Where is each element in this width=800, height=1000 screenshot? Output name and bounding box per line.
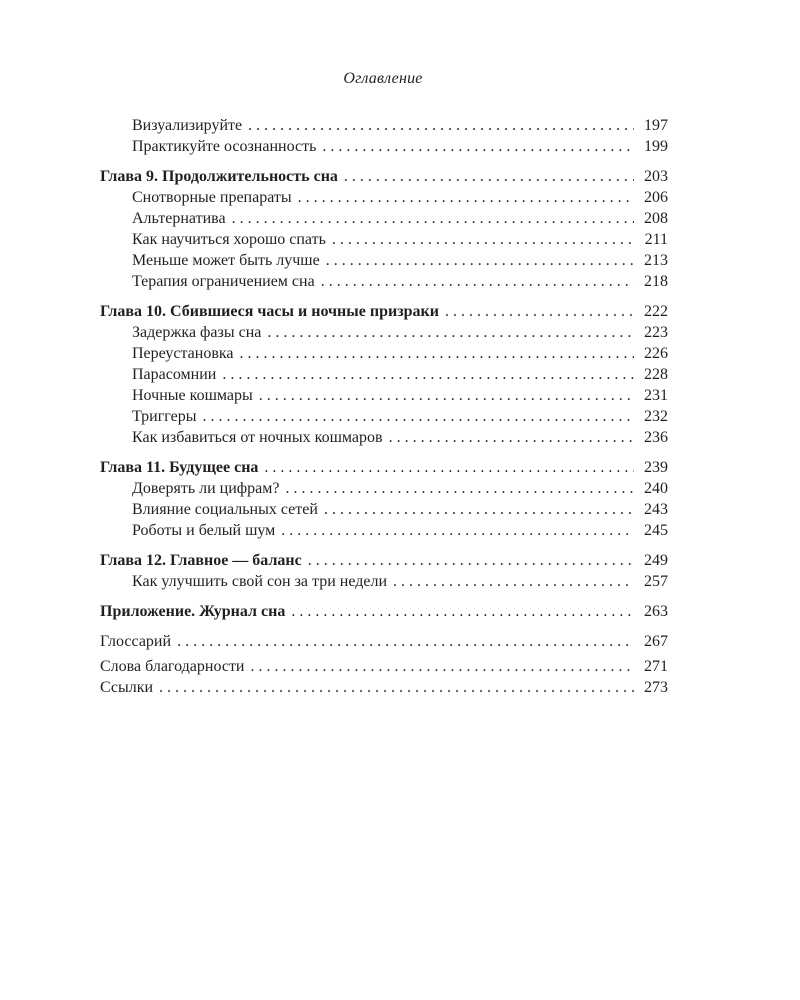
toc-page-number: 257 [644,573,668,590]
toc-entry-title: Терапия ограничением сна [132,273,315,290]
dot-leader [264,457,634,478]
dot-leader [259,385,634,406]
toc-page-number: 203 [644,168,668,185]
toc-entry-title: Ночные кошмары [132,387,253,404]
toc-section [100,166,668,292]
toc-page-number: 273 [644,679,668,696]
toc-section [100,457,668,541]
toc-subentry[interactable] [100,343,668,364]
toc-chapter-entry[interactable] [100,301,668,322]
toc-page-number: 271 [644,658,668,675]
toc-entry-title: Глава 11. Будущее сна [100,459,259,476]
toc-entry-title: Как избавиться от ночных кошмаров [132,429,383,446]
dot-leader [393,571,634,592]
toc-subentry[interactable] [100,250,668,271]
toc-entry-title: Глава 12. Главное — баланс [100,552,302,569]
toc-section [100,601,668,622]
dot-leader [203,406,635,427]
toc-entry-title: Глава 10. Сбившиеся часы и ночные призраки [100,303,439,320]
toc-page-number: 249 [644,552,668,569]
dot-leader [344,166,634,187]
toc-entry-title: Снотворные препараты [132,189,292,206]
toc-page-number: 245 [644,522,668,539]
toc-subentry[interactable] [100,271,668,292]
toc-chapter-entry[interactable] [100,550,668,571]
toc-page-number: 213 [644,252,668,269]
toc-page-number: 211 [644,231,668,248]
toc-subentry[interactable] [100,499,668,520]
toc-entry-title: Влияние социальных сетей [132,501,318,518]
toc-section [100,656,668,698]
toc-subentry[interactable] [100,322,668,343]
dot-leader [332,229,634,250]
toc-entry-title: Переустановка [132,345,234,362]
toc-entry[interactable] [100,656,668,677]
toc-subentry[interactable] [100,229,668,250]
toc-entry-title: Слова благодарности [100,658,245,675]
toc-subentry[interactable] [100,136,668,157]
dot-leader [298,187,634,208]
toc-subentry[interactable] [100,478,668,499]
dot-leader [389,427,634,448]
toc-page-number: 226 [644,345,668,362]
dot-leader [232,208,634,229]
toc-section [100,550,668,592]
dot-leader [308,550,634,571]
toc-subentry[interactable] [100,427,668,448]
toc-section [100,115,668,157]
toc-subentry[interactable] [100,364,668,385]
running-header: Оглавление [343,70,423,87]
toc-subentry[interactable] [100,571,668,592]
toc-page-number: 240 [644,480,668,497]
toc-chapter-entry[interactable] [100,457,668,478]
toc-entry-title: Практикуйте осознанность [132,138,317,155]
toc-entry-title: Альтернатива [132,210,226,227]
toc-page-number: 228 [644,366,668,383]
dot-leader [324,499,634,520]
dot-leader [251,656,635,677]
toc-entry-title: Доверять ли цифрам? [132,480,280,497]
toc-entry-title: Триггеры [132,408,197,425]
dot-leader [445,301,634,322]
toc-page-number: 263 [644,603,668,620]
toc-page-number: 236 [644,429,668,446]
toc-entry-title: Задержка фазы сна [132,324,262,341]
toc-subentry[interactable] [100,520,668,541]
toc-entry-title: Ссылки [100,679,154,696]
toc-entry-title: Глоссарий [100,633,172,650]
toc-page-number: 218 [644,273,668,290]
toc-entry-title: Парасомнии [132,366,217,383]
toc-chapter-entry[interactable] [100,601,668,622]
toc-page-number: 222 [644,303,668,320]
toc-entry[interactable] [100,631,668,652]
dot-leader [240,343,635,364]
toc-entry[interactable] [100,677,668,698]
dot-leader [267,322,634,343]
toc-page-number: 197 [644,117,668,134]
toc-entry-title: Как научиться хорошо спать [132,231,326,248]
dot-leader [159,677,634,698]
toc-section [100,631,668,652]
toc-entry-title: Глава 9. Продолжительность сна [100,168,338,185]
dot-leader [281,520,634,541]
toc-subentry[interactable] [100,385,668,406]
toc-section [100,301,668,448]
toc-entry-title: Роботы и белый шум [132,522,276,539]
toc-page-number: 243 [644,501,668,518]
toc-page-number: 223 [644,324,668,341]
toc-page-number: 239 [644,459,668,476]
toc-page-number: 232 [644,408,668,425]
toc-chapter-entry[interactable] [100,166,668,187]
dot-leader [222,364,634,385]
dot-leader [248,115,634,136]
toc-subentry[interactable] [100,115,668,136]
dot-leader [177,631,634,652]
table-of-contents [100,115,668,707]
toc-page-number: 231 [644,387,668,404]
toc-page-number: 208 [644,210,668,227]
toc-page-number: 267 [644,633,668,650]
dot-leader [321,271,634,292]
toc-entry-title: Как улучшить свой сон за три недели [132,573,388,590]
toc-subentry[interactable] [100,208,668,229]
dot-leader [286,478,635,499]
toc-entry-title: Визуализируйте [132,117,243,134]
toc-entry-title: Меньше может быть лучше [132,252,320,269]
toc-subentry[interactable] [100,187,668,208]
toc-subentry[interactable] [100,406,668,427]
dot-leader [322,136,634,157]
toc-page-number: 206 [644,189,668,206]
dot-leader [326,250,634,271]
toc-page-number: 199 [644,138,668,155]
dot-leader [291,601,634,622]
toc-entry-title: Приложение. Журнал сна [100,603,286,620]
